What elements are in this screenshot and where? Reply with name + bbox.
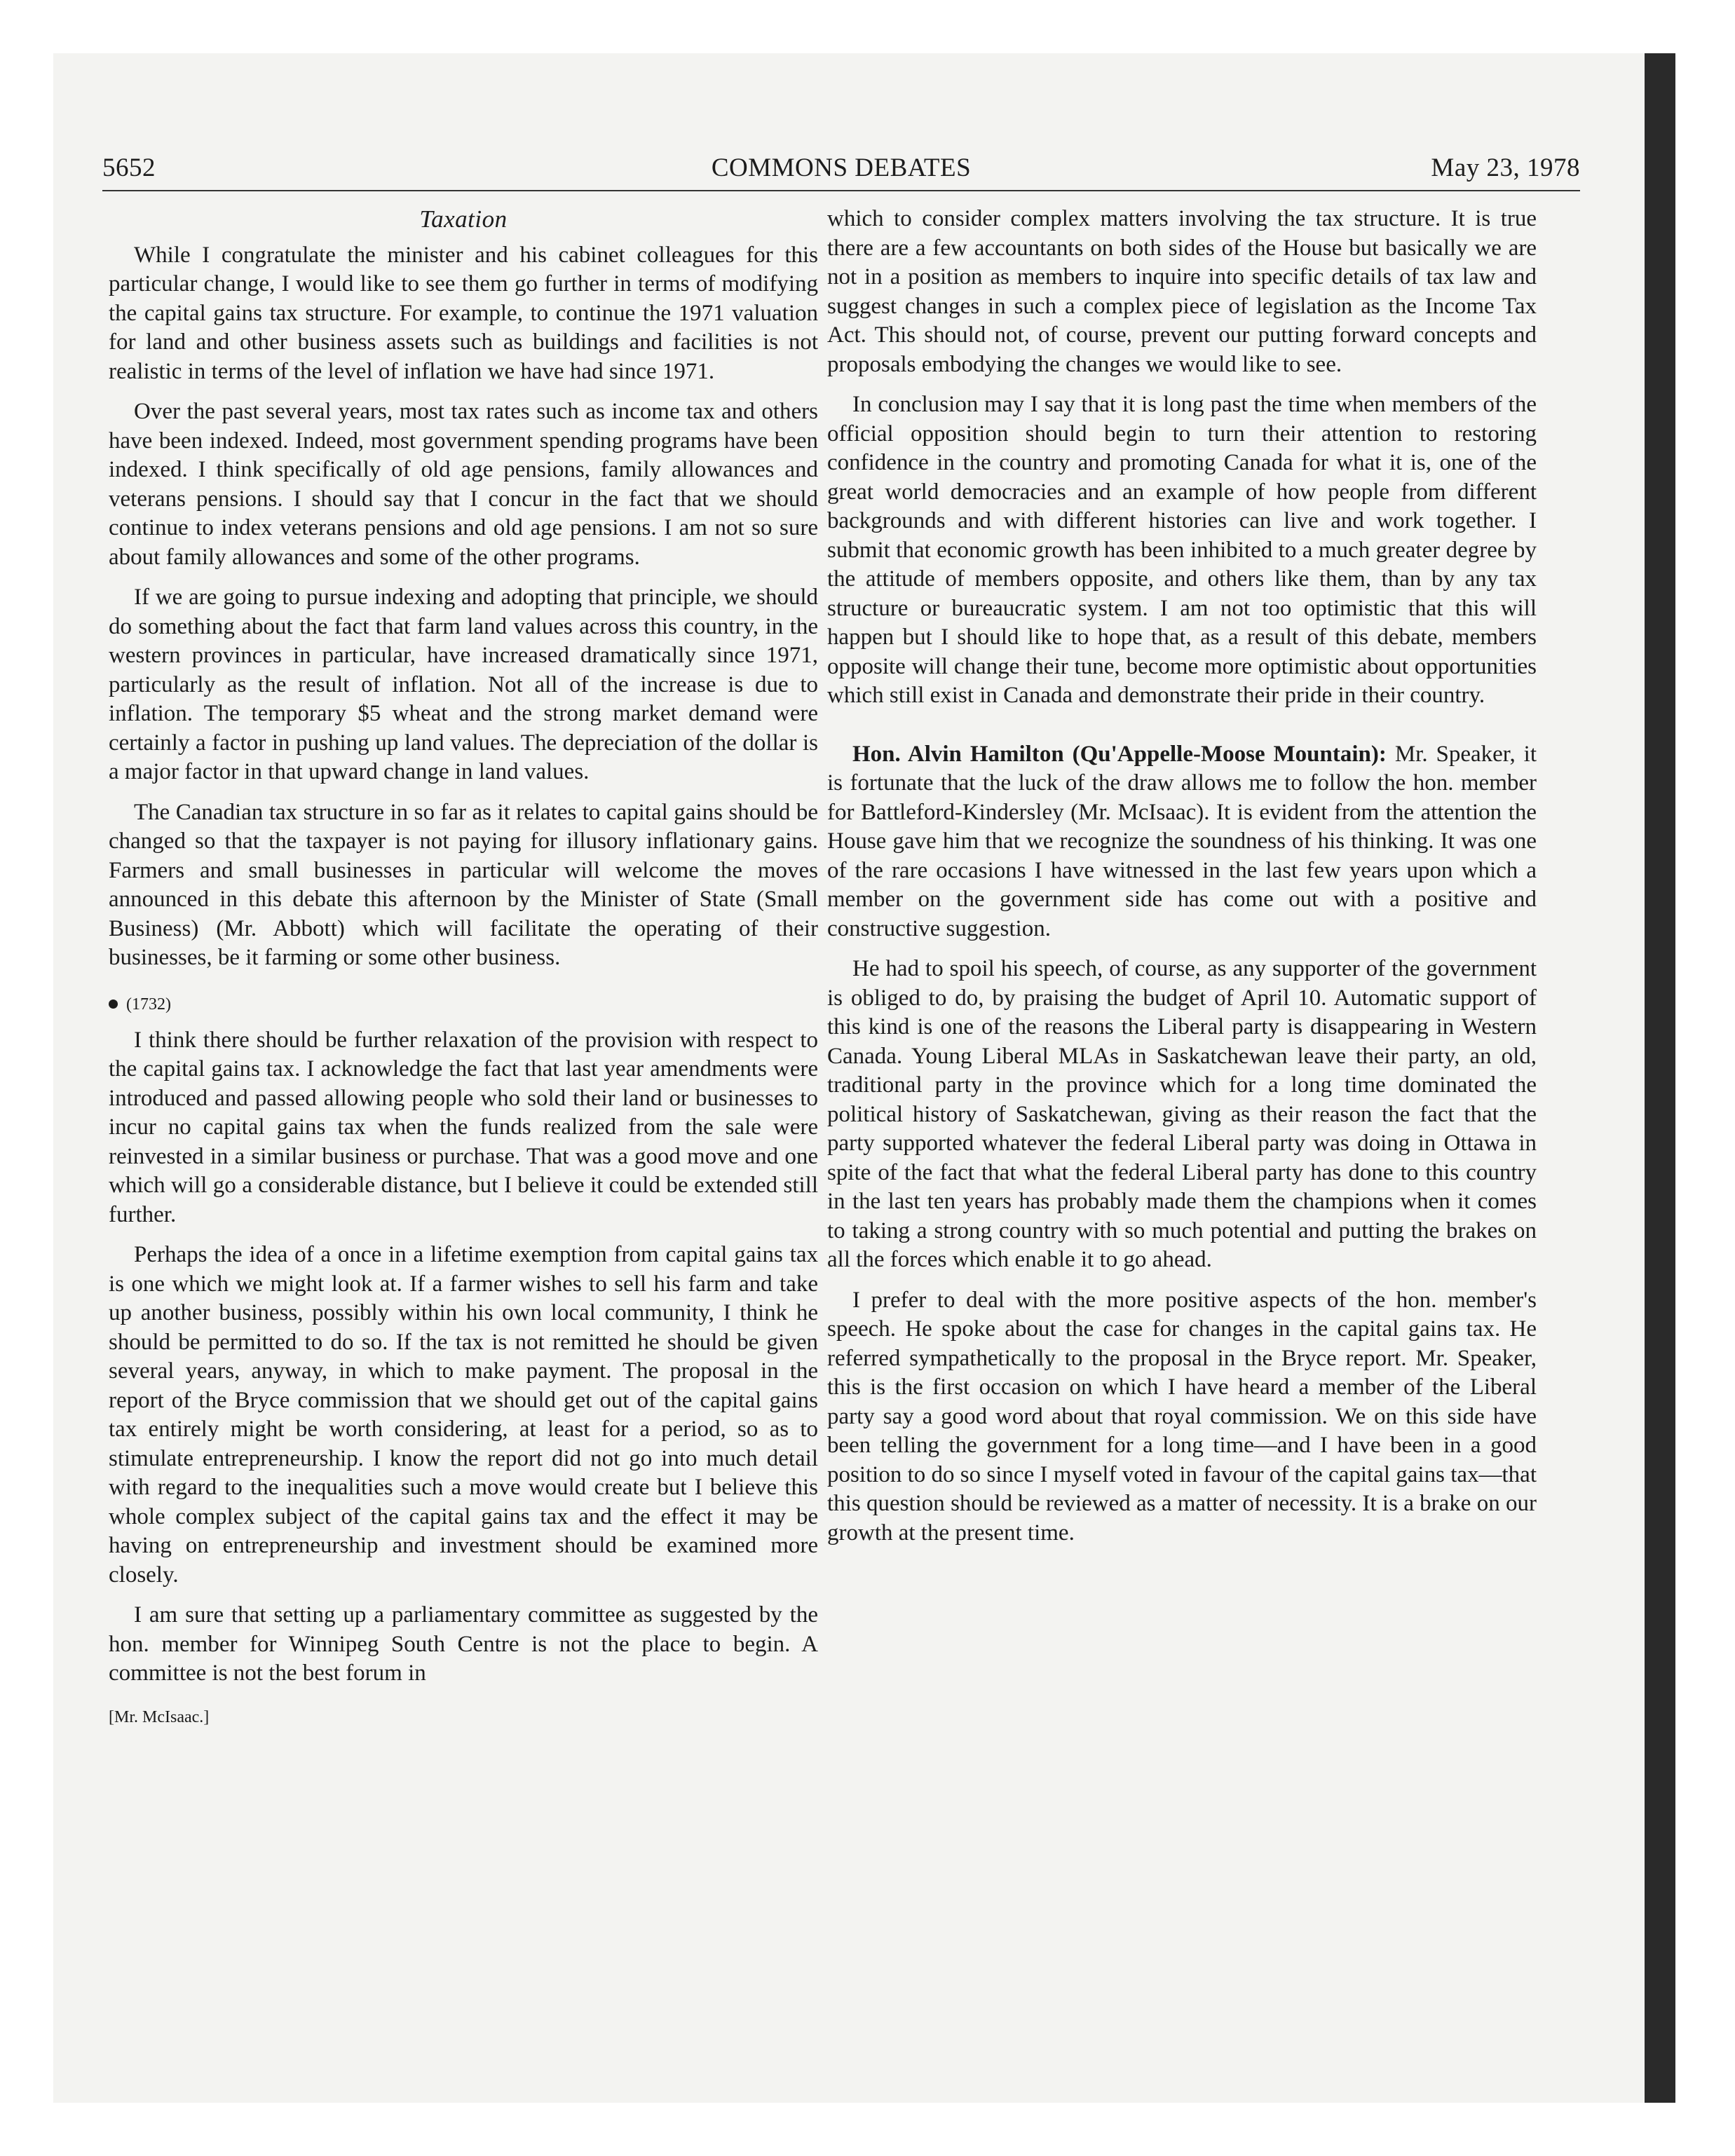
- scan-edge-bar: [1645, 53, 1675, 2103]
- right-column: [827, 205, 1537, 1559]
- paragraph: I think there should be further relaxation of the provision with respect to the capital gains tax. I acknowledge the fact that last year amendments were introduced and passed allowing people who sold their land or businesses to incur no capital gains tax when the funds realized from the sale were reinvested in a similar business or purchase. That was a good move and one which will go a considerable distance, but I believe it could be extended still further.: [109, 1027, 818, 1227]
- section-heading: Taxation: [419, 205, 508, 233]
- paragraph: If we are going to pursue indexing and adopting that principle, we should do something about the fact that farm land values across this country, in the western provinces in particular, have increased dramatically since 1971, particularly as the result of inflation. Not all of the increase is due to inflation. The temporary $5 wheat and the strong market demand were certainly a factor in pushing up land values. The depreciation of the dollar is a major factor in that upward change in land values.: [109, 585, 818, 784]
- footer-attribution: [Mr. McIsaac.]: [109, 1707, 210, 1726]
- left-column: [109, 205, 818, 1728]
- page-number: 5652: [102, 153, 156, 182]
- journal-title: COMMONS DEBATES: [711, 153, 972, 182]
- speaker-text: Mr. Speaker, it is fortunate that the luck of the draw allows me to follow the hon. member for Battleford-Kindersley (Mr. McIsaac). It is evident from the attention the House gave him that we recognize the soundness of his thinking. It was one of the rare occasions I have witnessed in the last few years upon which a member on the government side has come out with a positive and constructive suggestion.: [827, 741, 1537, 941]
- paragraph: He had to spoil his speech, of course, as any supporter of the government is obliged to do, by praising the budget of April 10. Automatic support of this kind is one of the reasons the Liberal party is disappearing in Western Canada. Young Liberal MLAs in Saskatchewan leave their party, an old, traditional party in the province which for a long time dominated the political history of Saskatchewan, giving as their reason the fact that the party supported whatever the federal Liberal party was doing in Ottawa in spite of the fact that what the federal Liberal party has done to this country in the last ten years has probably made them the champions when it comes to taking a strong country with so much potential and putting the brakes on all the forces which enable it to go ahead.: [827, 956, 1537, 1272]
- page-header: [102, 153, 1580, 193]
- paragraph: In conclusion may I say that it is long past the time when members of the official opposition should begin to turn their attention to restoring confidence in the country and promoting Canada for what it is, one of the great world democracies and an example of how people from different backgrounds and with different histories can live and work together. I submit that economic growth has been inhibited to a much greater degree by the attitude of members opposite, and others like them, than by any tax structure or bureaucratic system. I am not too optimistic that this will happen but I should like to hope that, as a result of this debate, members opposite will change their tune, become more optimistic about opportunities which still exist in Canada and demonstrate their pride in their country.: [827, 392, 1537, 708]
- speaker-name: Hon. Alvin Hamilton (Qu'Appelle-Moose Mountain):: [852, 741, 1387, 767]
- paragraph: I prefer to deal with the more positive aspects of the hon. member's speech. He spoke about the case for changes in the capital gains tax. He referred sympathetically to the proposal in the Bryce report. Mr. Speaker, this is the first occasion on which I have heard a member of the Liberal party say a good word about that royal commission. We on this side have been telling the government for a long time—and I have been in a good position to do so since I myself voted in favour of the capital gains tax—that this question should be reviewed as a matter of necessity. It is a brake on our growth at the present time.: [827, 1287, 1537, 1546]
- bullet-icon: [109, 999, 118, 1009]
- time-marker-text: (1732): [126, 995, 171, 1014]
- paragraph-continuation: which to consider complex matters involving the tax structure. It is true there are a few accountants on both sides of the House but basically we are not in a position as members to inquire into specific details of tax law and suggest changes in such a complex piece of legislation as the Income Tax Act. This should not, of course, prevent our putting forward concepts and proposals embodying the changes we would like to see.: [827, 206, 1537, 377]
- paragraph: While I congratulate the minister and his cabinet colleagues for this particular change, I would like to see them go further in terms of modifying the capital gains tax structure. For example, to continue the 1971 valuation for land and other business assets such as buildings and facilities is not realistic in terms of the level of inflation we have had since 1971.: [109, 242, 818, 384]
- issue-date: May 23, 1978: [1431, 153, 1580, 182]
- header-rule: [102, 190, 1580, 191]
- paragraph: I am sure that setting up a parliamentary committee as suggested by the hon. member for Winnipeg South Centre is not the place to begin. A committee is not the best forum in: [109, 1602, 818, 1686]
- paragraph: The Canadian tax structure in so far as it relates to capital gains should be changed so that the taxpayer is not paying for illusory inflationary gains. Farmers and small businesses in particular will welcome the moves announced in this debate this afternoon by the Minister of State (Small Business) (Mr. Abbott) which will facilitate the operating of their businesses, be it farming or some other business.: [109, 799, 818, 970]
- paragraph: Perhaps the idea of a once in a lifetime exemption from capital gains tax is one which we might look at. If a farmer wishes to sell his farm and take up another business, possibly within his own local community, I think he should be permitted to do so. If the tax is not remitted he should be given several years, anyway, in which to make payment. The proposal in the report of the Bryce commission that we should get out of the capital gains tax entirely might be worth considering, at least for a period, so as to stimulate entrepreneurship. I know the report did not go into much detail with regard to the inequalities such a move would create but I believe this whole complex subject of the capital gains tax and the effect it may be having on entrepreneurship and investment should be examined more closely.: [109, 1242, 818, 1588]
- speaker-paragraph: [827, 740, 1537, 944]
- paragraph: Over the past several years, most tax rates such as income tax and others have been indexed. Indeed, most government spending programs have been indexed. I think specifically of old age pensions, family allowances and veterans pensions. I should say that I concur in the fact that we should continue to index veterans pensions and old age pensions. I am not so sure about family allowances and some of the other programs.: [109, 399, 818, 570]
- time-marker: [109, 994, 818, 1015]
